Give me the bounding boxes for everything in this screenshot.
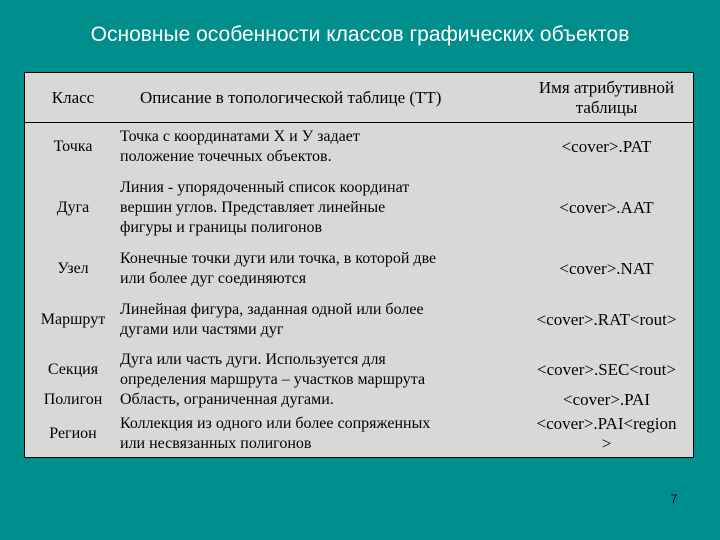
row-section-class: Секция xyxy=(47,361,99,378)
header-attr-line-1: Имя атрибутивной xyxy=(538,77,675,97)
row-route-attr: <cover>.RAT<rout> xyxy=(536,310,677,329)
row-arc-desc xyxy=(118,172,520,244)
page-number: 7 xyxy=(670,492,678,506)
row-node-desc xyxy=(118,244,520,294)
row-region-desc xyxy=(118,411,520,457)
row-node-attr: <cover>.NAT xyxy=(559,259,654,278)
desc-line: Точка с координатами X и У задает xyxy=(120,128,360,145)
desc-line: вершин углов. Представляет линейные xyxy=(120,199,386,216)
desc-line: определения маршрута – участков маршрута xyxy=(120,371,426,388)
desc-line: Коллекция из одного или более сопряженных xyxy=(120,415,431,432)
row-point-attr: <cover>.PAT xyxy=(561,137,652,156)
attr-line: > xyxy=(601,434,612,453)
desc-line: Линейная фигура, заданная одной или более xyxy=(120,301,424,318)
desc-line: положение точечных объектов. xyxy=(120,148,332,165)
row-polygon-desc xyxy=(118,389,520,411)
desc-line: дугами или частями дуг xyxy=(120,321,284,338)
header-attr-table xyxy=(518,73,695,122)
row-point-class: Точка xyxy=(53,138,93,155)
row-route-desc xyxy=(118,294,520,346)
header-class: Класс xyxy=(51,87,95,107)
row-polygon-class: Полигон xyxy=(43,391,103,408)
desc-line: Конечные точки дуги или точка, в которой две xyxy=(120,250,437,267)
desc-line: или более дуг соединяются xyxy=(120,270,307,287)
row-polygon-attr: <cover>.PAI xyxy=(562,390,650,409)
desc-line: Линия - упорядоченный список координат xyxy=(120,179,410,196)
classes-table xyxy=(24,72,694,458)
row-arc-class: Дуга xyxy=(56,199,90,216)
row-point-desc xyxy=(118,122,520,172)
row-section-desc xyxy=(118,346,520,394)
row-region-attr xyxy=(518,411,695,457)
desc-line: Область, ограниченная дугами. xyxy=(120,391,334,408)
header-attr-line-2: таблицы xyxy=(575,97,638,117)
row-section-attr: <cover>.SEC<rout> xyxy=(537,360,676,379)
desc-line: Дуга или часть дуги. Используется для xyxy=(120,351,386,368)
row-region-class: Регион xyxy=(49,425,97,442)
row-node-class: Узел xyxy=(57,260,89,277)
row-route-class: Маршрут xyxy=(40,311,106,328)
attr-line: <cover>.PAI<region xyxy=(536,414,677,433)
desc-line: или несвязанных полигонов xyxy=(120,435,312,452)
desc-line: фигуры и границы полигонов xyxy=(120,219,323,236)
row-arc-attr: <cover>.AAT xyxy=(559,198,654,217)
header-description: Описание в топологической таблице (ТТ) xyxy=(140,87,442,107)
slide-title: Основные особенности классов графических объектов xyxy=(90,23,630,46)
